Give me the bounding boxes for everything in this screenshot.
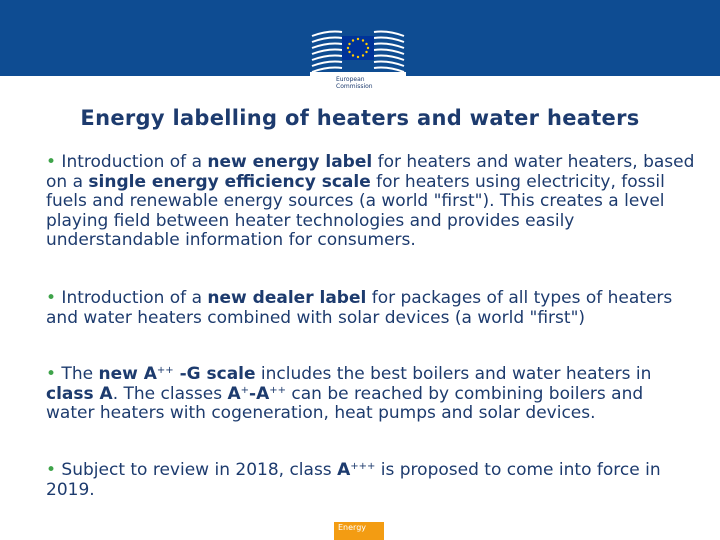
bullet-marker: • bbox=[46, 152, 57, 172]
bullet-emphasis: -A bbox=[249, 383, 270, 404]
european-commission-logo bbox=[308, 14, 408, 104]
superscript: +++ bbox=[350, 461, 376, 472]
bullet-emphasis: class A bbox=[46, 383, 113, 404]
bullet-emphasis: A bbox=[227, 383, 241, 404]
bullet-marker: • bbox=[46, 364, 57, 384]
bullet-new-dealer-label bbox=[46, 289, 696, 328]
bullet-text: is proposed to come into force in 2019. bbox=[46, 460, 661, 500]
bullet-emphasis: new A bbox=[98, 364, 157, 384]
bullet-text: . The classes bbox=[112, 383, 228, 404]
superscript: + bbox=[240, 384, 250, 396]
logo-line-2: Commission bbox=[336, 83, 373, 90]
bullet-text: Subject to review in 2018, class bbox=[56, 460, 338, 480]
bullet-review-2018 bbox=[46, 461, 696, 500]
bullet-text: Introduction of a bbox=[56, 288, 208, 308]
bullet-marker: • bbox=[46, 288, 57, 308]
bullet-text: The bbox=[56, 364, 99, 384]
bullet-emphasis: A bbox=[337, 460, 351, 480]
bullet-text: can be reached by combining boilers and water heaters with cogeneration, heat pumps and solar devices. bbox=[46, 383, 644, 423]
slide-title: Energy labelling of heaters and water heaters bbox=[80, 106, 640, 130]
bullet-text: includes the best boilers and water heaters in bbox=[255, 364, 652, 384]
bullet-text: Introduction of a bbox=[56, 152, 208, 172]
bullet-text: for packages of all types of heaters and water heaters combined with solar devices (a world "first") bbox=[46, 288, 673, 328]
logo-caption bbox=[336, 76, 373, 90]
footer-energy-tag: Energy bbox=[334, 522, 384, 540]
superscript: ++ bbox=[156, 365, 174, 376]
bullet-emphasis: new dealer label bbox=[207, 288, 367, 308]
bullet-marker: • bbox=[46, 460, 57, 480]
bullet-emphasis: new energy label bbox=[207, 152, 373, 172]
bullet-emphasis: single energy efficiency scale bbox=[88, 171, 371, 192]
bullet-emphasis: -G scale bbox=[173, 364, 256, 384]
logo-line-1: European bbox=[336, 76, 365, 83]
commission-building-icon bbox=[308, 14, 408, 76]
bullet-new-energy-label bbox=[46, 153, 696, 251]
superscript: ++ bbox=[269, 384, 286, 396]
bullet-text: for heaters using electricity, fossil fuels and renewable energy sources (a world "first"). This creates a level playing field between heater technologies and provides easily understandable information for consumers. bbox=[46, 171, 665, 250]
bullet-new-scale bbox=[46, 365, 696, 424]
bullet-text: for heaters and water heaters, based on a bbox=[46, 152, 695, 192]
